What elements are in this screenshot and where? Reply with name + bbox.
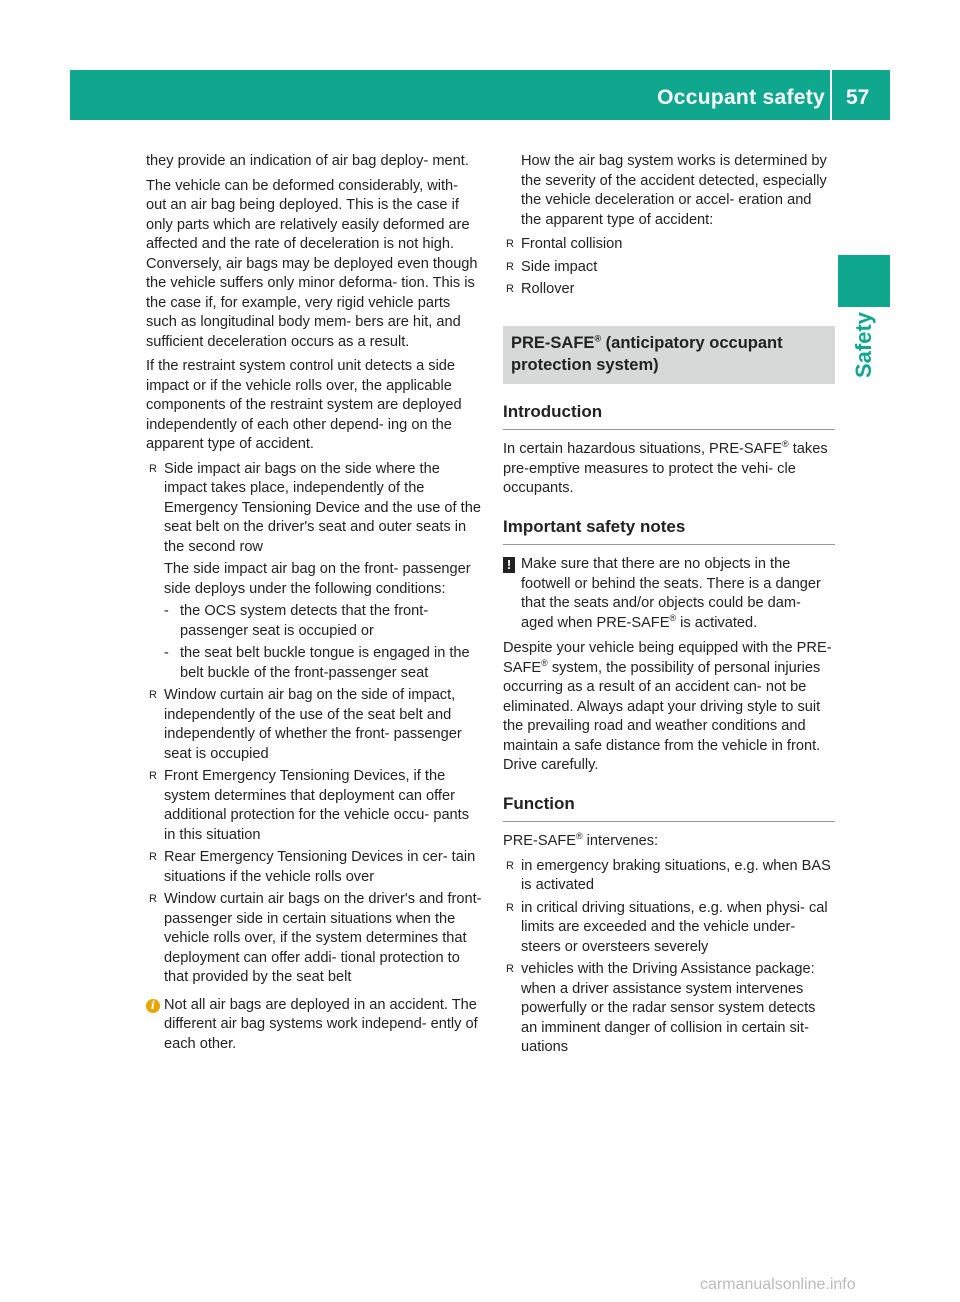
paragraph: The vehicle can be deformed considerably, with- out an air bag being deployed. This is the case if only parts which are relatively easily deformed are affected and the rate of deceleration is not high. Conversely, air bags may be deployed even though the vehicle suffers only minor deforma- tion. This is the case if, for example, very rigid vehicle parts such as longitudinal body mem- bers are hit, and sufficient deceleration occurs as a result.	[146, 177, 478, 350]
warning-text: Make sure that there are no objects in the footwell or behind the seats. There is a danger that the seats and/or objects could be dam- aged when PRE-SAFE	[521, 556, 821, 631]
bullet-icon: R	[149, 851, 157, 863]
paragraph	[503, 440, 835, 499]
bullet-icon: R	[506, 859, 514, 872]
bullet-icon: R	[506, 283, 514, 295]
registered-mark: ®	[541, 657, 548, 668]
warning-icon: !	[503, 557, 515, 573]
text: PRE-SAFE	[503, 833, 576, 849]
list-item	[503, 857, 835, 896]
list-item-text: in critical driving situations, e.g. when physi- cal limits are exceeded and the vehicle under- steers or oversteers severely	[521, 899, 828, 955]
list-item	[503, 960, 835, 1058]
bullet-icon: R	[506, 260, 514, 273]
text: intervenes:	[582, 833, 659, 849]
warning-text: is activated.	[676, 614, 758, 631]
paragraph	[503, 832, 835, 852]
list-item-text: Frontal collision	[521, 236, 623, 252]
bullet-icon: R	[506, 238, 514, 250]
registered-mark: ®	[594, 333, 602, 343]
text: In certain hazardous situations, PRE-SAFE	[503, 441, 783, 457]
dash-icon: -	[164, 603, 169, 619]
page-number: 57	[846, 86, 870, 109]
paragraph: How the air bag system works is determined by the severity of the accident detected, especially the vehicle deceleration or accel- eration and the apparent type of accident:	[521, 153, 827, 228]
header-bar	[70, 70, 890, 120]
watermark: carmanualsonline.info	[700, 1276, 856, 1293]
info-note-text: Not all air bags are deployed in an accident. The different air bag systems work independ- ently of each other.	[164, 996, 478, 1052]
heading-text: (anticipatory occupant protection system)	[511, 333, 783, 374]
subsection-heading: Function	[503, 794, 835, 823]
warning-note	[503, 555, 835, 633]
list-item-text: Front Emergency Tensioning Devices, if the system determines that deployment can offer additional protection for the vehicle occu- pants in this situation	[164, 768, 470, 843]
registered-mark: ®	[782, 439, 789, 450]
bullet-icon: R	[506, 963, 514, 975]
bullet-icon: R	[506, 901, 514, 914]
dash-icon: -	[164, 645, 169, 661]
text: takes pre-emptive measures to protect the vehi- cle occupants.	[503, 441, 828, 496]
list-item-text: Side impact	[521, 258, 598, 275]
info-icon: i	[146, 999, 160, 1013]
registered-mark: ®	[669, 612, 677, 623]
sub-list-item	[146, 602, 482, 641]
section-heading	[503, 326, 835, 384]
sub-list-item	[146, 644, 482, 683]
list-item	[503, 258, 835, 278]
sub-list-item-text: the OCS system detects that the front- passenger seat is occupied or	[180, 603, 429, 639]
list-item	[146, 460, 482, 558]
list-item	[503, 235, 835, 255]
list-item-text: Window curtain air bag on the side of impact, independently of the use of the seat belt and independently of whether the front- passenger seat is occupied	[164, 687, 462, 762]
page-title: Occupant safety	[657, 86, 825, 109]
subsection-heading: Introduction	[503, 402, 835, 431]
paragraph	[503, 639, 835, 776]
info-note	[146, 996, 482, 1055]
list-item	[503, 899, 835, 958]
list-item	[146, 890, 482, 988]
right-column	[503, 152, 835, 1061]
bullet-icon: R	[149, 770, 157, 782]
paragraph: they provide an indication of air bag deploy- ment.	[146, 153, 469, 169]
list-item-text: Rear Emergency Tensioning Devices in cer- tain situations if the vehicle rolls over	[164, 849, 476, 885]
list-item	[503, 280, 835, 300]
text: system, the possibility of personal injuries occurring as a result of an accident can- not be eliminated. Always adapt your driving style to suit the prevailing road and weather conditions and maintain a safe distance from the vehicle in front. Drive carefully.	[503, 659, 821, 773]
registered-mark: ®	[575, 831, 583, 842]
list-item-text: Rollover	[521, 281, 575, 297]
subsection-heading: Important safety notes	[503, 517, 835, 546]
list-item-text: in emergency braking situations, e.g. when BAS is activated	[521, 857, 831, 893]
bullet-icon: R	[149, 893, 157, 905]
paragraph: If the restraint system control unit detects a side impact or if the vehicle rolls over, the applicable components of the restraint system are deployed independently of each other depend- ing on the apparent type of accident.	[146, 358, 462, 452]
bullet-icon: R	[149, 462, 157, 475]
section-label: Safety	[851, 311, 876, 379]
section-tab	[838, 255, 890, 307]
heading-text: PRE-SAFE	[511, 333, 595, 352]
sub-list-item-text: the seat belt buckle tongue is engaged in the belt buckle of the front-passenger seat	[180, 645, 470, 681]
list-item-text: vehicles with the Driving Assistance package: when a driver assistance system intervenes powerfully or the radar sensor system detects an imminent danger of collision in certain sit- uations	[521, 961, 816, 1055]
text: Despite your vehicle being equipped with the PRE-SAFE	[503, 640, 832, 676]
header-divider	[830, 70, 832, 120]
list-item	[146, 848, 482, 887]
list-item-text: Window curtain air bags on the driver's and front-passenger side in certain situations when the vehicle rolls over, if the system determines that deployment can offer addi- tional protection to that provided by the seat belt	[164, 891, 482, 985]
left-column	[146, 152, 482, 1054]
list-item	[146, 767, 482, 845]
bullet-icon: R	[149, 689, 157, 701]
sub-paragraph: The side impact air bag on the front- passenger side deploys under the following conditions:	[164, 561, 471, 597]
list-item	[146, 686, 482, 764]
list-item-text: Side impact air bags on the side where the impact takes place, independently of the Emergency Tensioning Device and the use of the seat belt on the driver's seat and outer seats in the second row	[164, 460, 481, 555]
